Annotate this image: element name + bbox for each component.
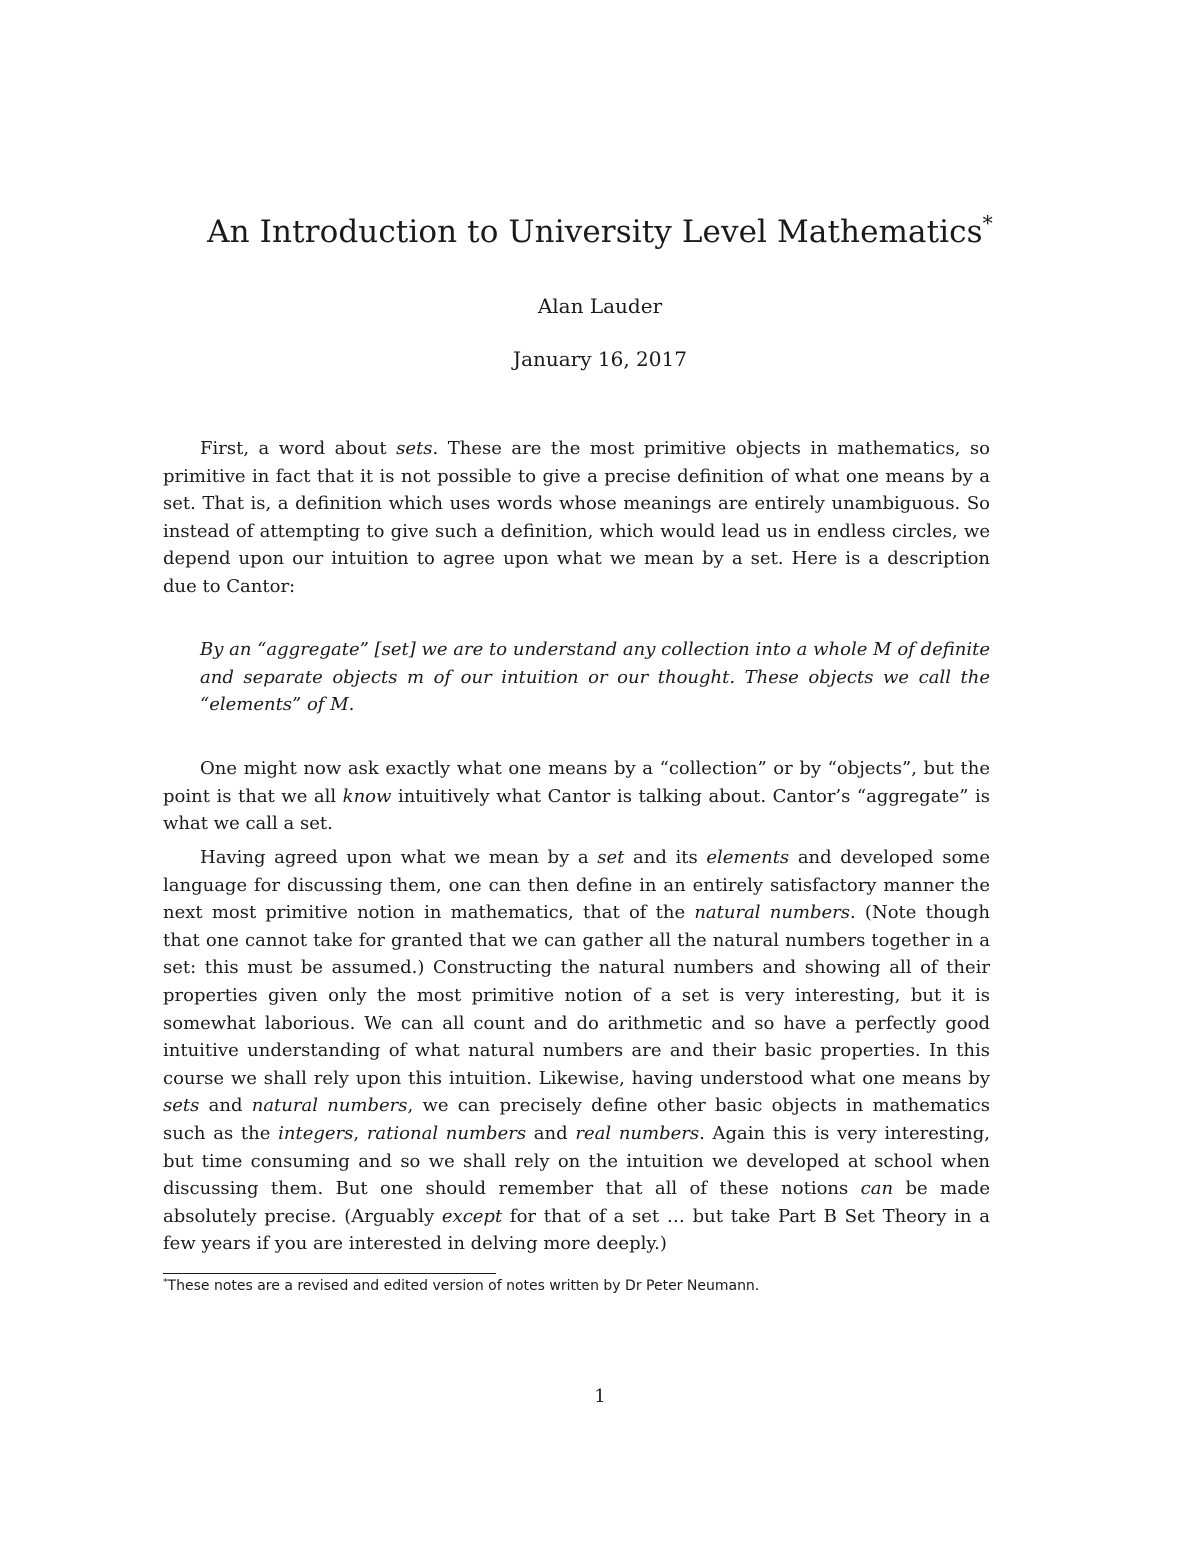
footnote [163,1278,990,1294]
text-run: Having agreed upon what we mean by a [200,847,598,868]
text-run: be made absolutely precise. (Arguably [163,1178,991,1227]
emphasis-integers: integers [278,1122,354,1144]
text-run: , we can precisely define other basic objects in mathematics such as the [163,1095,990,1144]
emphasis-natural-numbers: natural numbers [694,902,851,924]
text-run: for that of a set … but take Part B Set Theory in a few years if you are interested in delving more deeply.) [163,1205,991,1255]
text-run: . These are the most primitive objects in mathematics, so primitive in fact that it is not possible to give a precise definition of what one means by a set. That is, a definition which uses words whose meanings are entirely unambiguous. So instead of attempting to give such a definition, which would lead us in endless circles, we depend upon our intuition to agree upon what we mean by a set. Here is a description due to Cantor: [163,438,990,597]
emphasis-know: know [342,785,392,807]
document-date: January 16, 2017 [513,347,687,371]
text-run: , [353,1122,367,1144]
footnote-divider [163,1273,496,1274]
emphasis-except: except [441,1205,503,1227]
text-run: intuitively what Cantor is talking about. Cantor’s “aggregate” is what we call a set. [163,785,991,835]
title-text: An Introduction to University Level Mathematics [207,214,983,250]
author-name: Alan Lauder [537,294,663,318]
text-run: and developed some language for discussing them, one can then define in an entirely satisfactory manner the next most primitive notion in mathematics, that of the [163,847,991,924]
page-title [0,211,1200,250]
emphasis-sets: sets [163,1095,200,1117]
text-run: and [199,1095,252,1117]
text-run: . (Note though that one cannot take for granted that we can gather all the natural numbers together in a set: this must be assumed.) Constructing the natural numbers and showing all of their properties given only the most primitive notion of a set is very interesting, but it is somewhat laborious. We can all count and do arithmetic and so have a perfectly good intuitive understanding of what natural numbers are and their basic properties. In this course we shall rely upon this intuition. Likewise, having understood what one means by [163,902,990,1089]
text-run: One might now ask exactly what one means by a “collection” or by “objects”, but the point is that we all [163,758,990,807]
footnote-text: These notes are a revised and edited version of notes written by Dr Peter Neumann. [167,1278,760,1294]
emphasis-natural-numbers: natural numbers [251,1095,408,1117]
paragraph-natural-numbers [163,844,990,1258]
page-number: 1 [594,1386,606,1407]
emphasis-sets: sets [396,438,433,459]
text-run: and its [624,847,707,868]
emphasis-set: set [597,847,625,868]
text-run: . Again this is very interesting, but time consuming and so we shall rely on the intuition we developed at school when discussing them. But one should remember that all of these notions [163,1122,990,1200]
text-run: First, a word about [200,438,397,459]
footnote-marker: * [163,1277,168,1288]
paragraph-cantor-discussion [163,755,990,838]
paragraph-intro [163,435,990,601]
emphasis-real-numbers: real numbers [575,1122,700,1144]
emphasis-elements: elements [706,847,790,868]
emphasis-can: can [860,1178,894,1200]
title-footnote-marker: * [982,211,993,236]
emphasis-rational-numbers: rational numbers [366,1122,527,1144]
cantor-quote: By an “aggregate” [set] we are to understand any collection into a whole M of definite and separate objects m of our intuition or our thought. These objects we call the “elements” of M. [200,639,990,716]
text-run: and [526,1122,576,1144]
